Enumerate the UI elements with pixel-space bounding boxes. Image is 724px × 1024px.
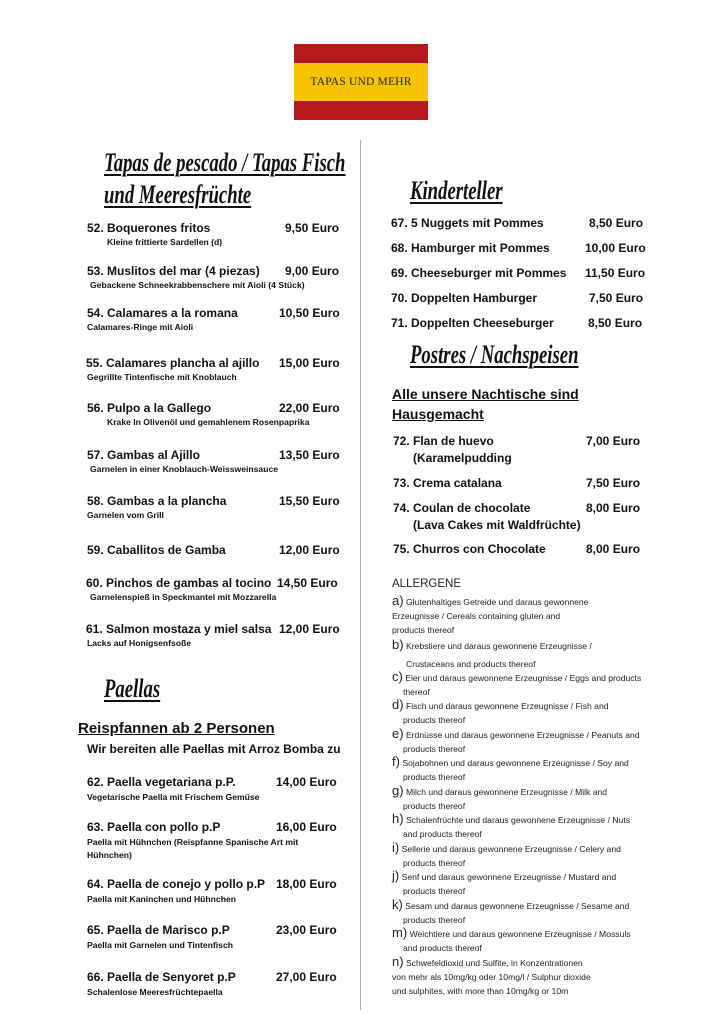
allergen-line [392, 713, 609, 727]
allergen-letter: a) [392, 593, 404, 608]
menu-item-name: 64. Paella de conejo y pollo p.P [87, 877, 266, 891]
menu-item-price: 14,00 Euro [276, 775, 337, 789]
menu-item-price: 14,50 Euro [277, 576, 338, 590]
menu-item-name: 70. Doppelten Hamburger [391, 291, 538, 305]
allergen-line [392, 698, 609, 713]
menu-item-name: 65. Paella de Marisco p.P [87, 923, 230, 937]
menu-item-name: 53. Muslitos del mar (4 piezas) [87, 264, 260, 278]
menu-item-description: Schalenlose Meeresfrüchtepaella [87, 987, 223, 997]
menu-item-name: 63. Paella con pollo p.P [87, 820, 221, 834]
allergen-letter: j) [392, 868, 400, 883]
allergen-line [392, 609, 588, 623]
allergen-text: products thereof [403, 715, 466, 725]
menu-item-price: 23,00 Euro [276, 923, 337, 937]
allergen-line [392, 984, 591, 998]
allergen-text: products thereof [403, 801, 466, 811]
allergen-text: Schwefeldioxid und Sulfite, in Konzentrationen [405, 958, 583, 968]
menu-item-name: 68. Hamburger mit Pommes [391, 241, 550, 255]
allergen-text: and products thereof [403, 829, 482, 839]
desserts-note-line2: Hausgemacht [392, 406, 484, 422]
section-title-desserts: Postres / Nachspeisen [410, 340, 579, 369]
allergen-item [392, 698, 609, 727]
menu-item-name: 61. Salmon mostaza y miel salsa [86, 622, 272, 636]
allergen-line [392, 742, 640, 756]
allergen-line [392, 594, 588, 609]
allergen-text: Milch und daraus gewonnene Erzeugnisse / Milk and [405, 787, 608, 797]
allergen-letter: n) [392, 954, 404, 969]
allergen-line [392, 913, 629, 927]
paellas-subtitle: Reispfannen ab 2 Personen [78, 720, 275, 737]
allergen-text: Sellerie und daraus gewonnene Erzeugnisse / Celery and [401, 844, 621, 854]
menu-item-description: Garnelenspieß in Speckmantel mit Mozzarella [90, 592, 277, 602]
allergen-line [392, 827, 630, 841]
allergen-text: thereof [403, 687, 430, 697]
allergen-text: Erdnüsse und daraus gewonnene Erzeugnisse / Peanuts and [405, 730, 640, 740]
menu-item-price: 8,00 Euro [586, 501, 641, 515]
allergen-text: Krebstiere und daraus gewonnene Erzeugnisse / [405, 641, 592, 651]
menu-item-name: 71. Doppelten Cheeseburger [391, 316, 554, 330]
allergen-text: products thereof [403, 858, 466, 868]
allergen-letter: m) [392, 925, 408, 940]
menu-item-description: (Lava Cakes mit Waldfrüchte) [413, 518, 581, 532]
menu-item-description: Garnelen in einer Knoblauch-Weissweinsauce [90, 464, 279, 474]
allergen-item [392, 784, 607, 813]
allergen-text: products thereof [403, 744, 466, 754]
menu-item-price: 8,00 Euro [586, 542, 641, 556]
menu-item-description: Garnelen vom Grill [87, 510, 164, 520]
menu-item-description: Vegetarische Paella mit Frischem Gemüse [87, 792, 260, 802]
allergen-text: Senf und daraus gewonnene Erzeugnisse / Mustard and [401, 872, 617, 882]
menu-item-name: 72. Flan de huevo [393, 434, 494, 448]
menu-item-description: Lacks auf Honigsenfsoße [87, 638, 192, 648]
allergen-line [392, 799, 607, 813]
paellas-note: Wir bereiten alle Paellas mit Arroz Bomba zu [87, 742, 341, 756]
menu-item-price: 16,00 Euro [276, 820, 337, 834]
allergen-line [392, 623, 588, 637]
menu-item-name: 59. Caballitos de Gamba [87, 543, 226, 557]
menu-item-description: Paella mit Kaninchen und Hühnchen [87, 894, 236, 904]
menu-item-description: Kleine frittierte Sardellen (d) [107, 237, 223, 247]
menu-item-description: Gegrillte Tintenfische mit Knoblauch [87, 372, 237, 382]
allergen-line [392, 784, 607, 799]
allergen-item [392, 955, 591, 998]
allergen-text: Glutenhaltiges Getreide und daraus gewonnene [405, 597, 589, 607]
menu-item-name: 69. Cheeseburger mit Pommes [391, 266, 567, 280]
allergen-line [392, 685, 641, 699]
menu-item-price: 13,50 Euro [279, 448, 340, 462]
allergen-line [392, 727, 640, 742]
allergen-letter: i) [392, 840, 400, 855]
menu-item-name: 62. Paella vegetariana p.P. [87, 775, 236, 789]
allergen-text: Sesam und daraus gewonnene Erzeugnisse / Sesame and [405, 901, 630, 911]
menu-item-description: Gebackene Schneekrabbenschere mit Aioli (4 Stück) [90, 280, 305, 290]
menu-item-price: 15,00 Euro [279, 356, 340, 370]
menu-item-price: 7,00 Euro [586, 434, 641, 448]
desserts-note-line1: Alle unsere Nachtische sind [392, 386, 579, 402]
menu-item-description: Hühnchen) [87, 850, 132, 860]
menu-item-name: 66. Paella de Senyoret p.P [87, 970, 236, 984]
menu-item-price: 12,00 Euro [279, 622, 340, 636]
menu-item-price: 7,50 Euro [586, 476, 641, 490]
allergen-text: products thereof [403, 886, 466, 896]
allergen-text: Schalenfrüchte und daraus gewonnene Erzeugnisse / Nuts [405, 815, 631, 825]
allergen-item [392, 755, 629, 784]
allergen-line [392, 970, 591, 984]
allergen-line [392, 898, 629, 913]
column-divider [360, 140, 361, 1010]
menu-item-description: Krake In Olivenöl und gemahlenem Rosenpaprika [107, 417, 310, 427]
allergen-letter: k) [392, 897, 403, 912]
allergen-line [392, 856, 621, 870]
allergen-text: products thereof [392, 625, 455, 635]
allergen-letter: b) [392, 637, 404, 652]
menu-item-price: 8,50 Euro [588, 316, 643, 330]
allergen-item [392, 869, 616, 898]
menu-item-price: 22,00 Euro [279, 401, 340, 415]
menu-item-description: Paella mit Hühnchen (Reispfanne Spanische Art mit [87, 837, 299, 847]
allergen-text: products thereof [403, 772, 466, 782]
menu-item-price: 12,00 Euro [279, 543, 340, 557]
allergens-title: ALLERGENE [392, 578, 462, 590]
allergen-item [392, 594, 588, 637]
allergen-item [392, 670, 641, 699]
menu-item-name: 74. Coulan de chocolate [393, 501, 531, 515]
allergen-item [392, 926, 631, 955]
allergen-letter: h) [392, 811, 404, 826]
menu-item-name: 67. 5 Nuggets mit Pommes [391, 216, 544, 230]
allergen-line [392, 755, 629, 770]
allergen-line [392, 770, 629, 784]
menu-item-price: 9,00 Euro [285, 264, 340, 278]
allergen-line [392, 926, 631, 941]
allergen-line [392, 884, 616, 898]
menu-item-price: 7,50 Euro [589, 291, 644, 305]
menu-item-description: Paella mit Garnelen und Tintenfisch [87, 940, 233, 950]
menu-item-price: 9,50 Euro [285, 221, 340, 235]
menu-item-description: (Karamelpudding [413, 451, 512, 465]
menu-item-name: 52. Boquerones fritos [87, 221, 211, 235]
allergen-line [392, 869, 616, 884]
allergen-text: Eier und daraus gewonnene Erzeugnisse / Eggs and products [405, 673, 642, 683]
menu-item-name: 60. Pinchos de gambas al tocino [86, 576, 272, 590]
menu-item-name: 55. Calamares plancha al ajillo [86, 356, 260, 370]
menu-item-name: 57. Gambas al Ajillo [87, 448, 200, 462]
allergen-letter: f) [392, 754, 400, 769]
section-title-fish-line2: und Meeresfrüchte [104, 180, 252, 209]
allergen-line [392, 670, 641, 685]
allergen-line [392, 841, 621, 856]
allergen-line [392, 941, 631, 955]
allergen-text: Weichtiere und daraus gewonnene Erzeugnisse / Mossuls [409, 929, 631, 939]
allergen-item [392, 841, 621, 870]
menu-item-price: 8,50 Euro [589, 216, 644, 230]
allergen-text: Sojabohnen und daraus gewonnene Erzeugnisse / Soy and [402, 758, 629, 768]
menu-item-name: 56. Pulpo a la Gallego [87, 401, 212, 415]
menu-item-price: 11,50 Euro [585, 266, 646, 280]
allergen-text: Fisch und daraus gewonnene Erzeugnisse / Fish and [405, 701, 609, 711]
allergen-text: von mehr als 10mg/kg oder 10mg/l / Sulphur dioxide [392, 972, 591, 982]
allergen-line [392, 955, 591, 970]
logo-spanish-flag [294, 44, 428, 120]
allergen-letter: g) [392, 783, 404, 798]
allergen-text: Crustaceans and products thereof [406, 659, 536, 669]
allergen-item [392, 812, 630, 841]
allergen-letter: d) [392, 697, 404, 712]
logo-text: TAPAS UND MEHR [310, 76, 412, 88]
allergen-text: Erzeugnisse / Cereals containing gluten and [392, 611, 561, 621]
allergen-line [392, 657, 592, 671]
allergen-line [392, 812, 630, 827]
allergen-letter: e) [392, 726, 404, 741]
allergen-text: and products thereof [403, 943, 482, 953]
section-title-fish: Tapas de pescado / Tapas Fisch [104, 148, 346, 177]
section-title-kids: Kinderteller [410, 176, 503, 205]
section-title-paellas: Paellas [104, 674, 161, 703]
menu-item-name: 58. Gambas a la plancha [87, 494, 227, 508]
menu-item-price: 27,00 Euro [276, 970, 337, 984]
allergen-item [392, 638, 592, 671]
menu-item-price: 10,00 Euro [585, 241, 646, 255]
allergen-text: products thereof [403, 915, 466, 925]
allergen-line [392, 638, 592, 653]
menu-item-name: 54. Calamares a la romana [87, 306, 238, 320]
menu-item-name: 75. Churros con Chocolate [393, 542, 546, 556]
menu-item-description: Calamares-Ringe mit Aioli [87, 322, 194, 332]
allergen-item [392, 727, 640, 756]
menu-item-name: 73. Crema catalana [393, 476, 502, 490]
menu-item-price: 10,50 Euro [279, 306, 340, 320]
menu-item-price: 18,00 Euro [276, 877, 337, 891]
allergen-item [392, 898, 629, 927]
menu-item-price: 15,50 Euro [279, 494, 340, 508]
allergen-letter: c) [392, 669, 403, 684]
allergen-text: und sulphites, with more than 10mg/kg or 10m [392, 986, 569, 996]
